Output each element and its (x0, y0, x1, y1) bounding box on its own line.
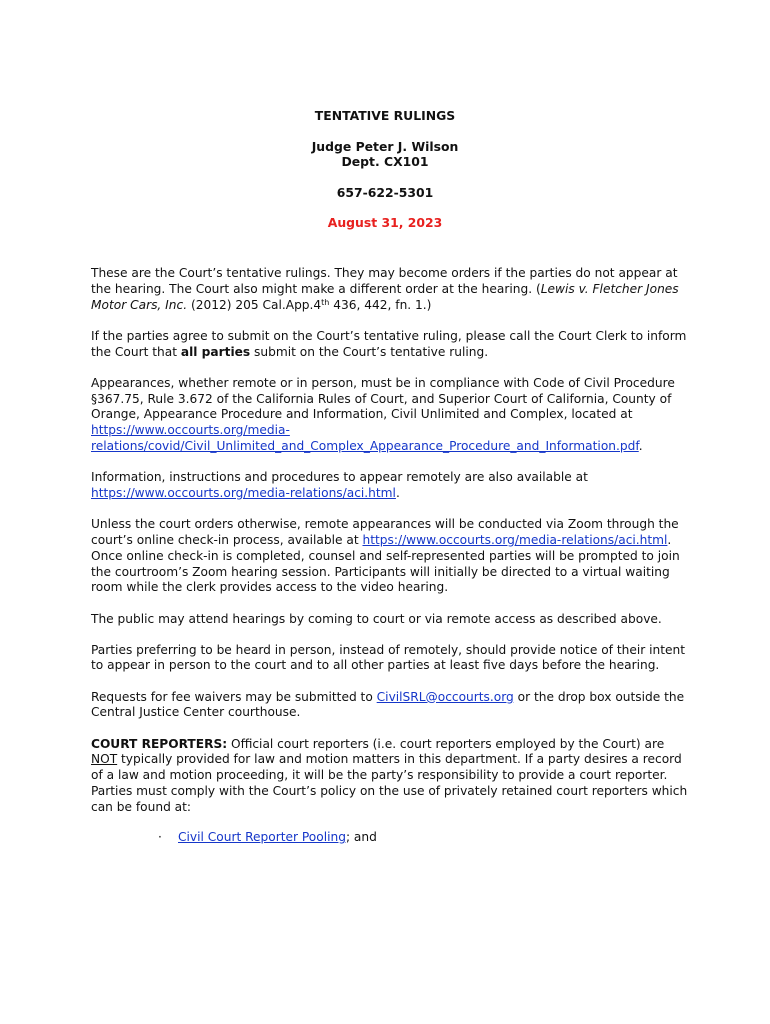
appearance-procedure-link[interactable]: https://www.occourts.org/media- relations/covid/Civil_Unlimited_and_Complex_Appearance_Procedure_and_Information.pdf (91, 423, 639, 453)
phone-number: 657-622-5301 (336, 184, 434, 200)
paragraph-in-person: Parties preferring to be heard in person, instead of remotely, should provide notice of their intent to appear in person to the court and to all other parties at least five days before the hearing. (91, 642, 686, 673)
text-span: submit on the Court’s tentative ruling. (250, 344, 489, 359)
bullet-marker: · (158, 830, 162, 845)
underlined-not: NOT (91, 752, 118, 767)
court-reporter-pooling-link[interactable]: Civil Court Reporter Pooling (178, 830, 346, 845)
bullet-item (91, 830, 689, 846)
text-span: Appearances, whether remote or in person, must be in compliance with Code of Civil Procedure §367.75, Rule 3.672 of the California Rules of Court, and Superior Court of California, County of Orange, Appearance Procedure and Information, Civil Unlimited and Complex, located at (91, 375, 675, 422)
section-heading: COURT REPORTERS: (91, 736, 228, 751)
text-span: . Once online check-in is completed, counsel and self-represented parties will be prompted to join the courtroom’s Zoom hearing session. Participants will initially be directed to a virtual waiting room while the clerk provides access to the video hearing. (91, 532, 680, 595)
paragraph-fee-waivers (91, 690, 689, 722)
aci-link[interactable]: https://www.occourts.org/media-relations/aci.html (91, 485, 396, 500)
text-span: Requests for fee waivers may be submitted to (91, 689, 377, 704)
text-span: . (638, 438, 643, 453)
paragraph-appearances (91, 376, 689, 455)
case-citation: Lewis v. Fletcher Jones Motor Cars, Inc. (91, 281, 679, 312)
text-span: typically provided for law and motion matters in this department. If a party desires a record of a law and motion proceeding, it will be the party’s responsibility to provide a court reporter. Parties must comply with the Court’s policy on the use of privately retained court reporters which can be found at: (91, 752, 688, 814)
text-span: ; and (345, 830, 377, 845)
text-span: These are the Court’s tentative rulings. They may become orders if the parties do not appear at the hearing. The Court also might make a different order at the hearing. ( (91, 266, 678, 296)
text-span: Information, instructions and procedures to appear remotely are also available at (91, 470, 588, 485)
text-span: Unless the court orders otherwise, remote appearances will be conducted via Zoom through the court’s online check-in process, available at (91, 517, 679, 547)
paragraph-intro (91, 266, 689, 313)
check-in-link[interactable]: https://www.occourts.org/media-relations/aci.html (362, 532, 668, 547)
text-span: If the parties agree to submit on the Court’s tentative ruling, please call the Court Clerk to inform the Court that (91, 328, 687, 359)
paragraph-zoom (91, 517, 689, 596)
paragraph-public: The public may attend hearings by coming to court or via remote access as described above. (91, 611, 662, 626)
paragraph-court-reporters (91, 737, 689, 816)
text-span: or the drop box outside the Central Justice Center courthouse. (91, 689, 685, 720)
bold-text: all parties (180, 344, 251, 359)
email-link[interactable]: CivilSRL@occourts.org (376, 689, 514, 704)
document-title: TENTATIVE RULINGS (314, 108, 456, 123)
text-span: . (395, 485, 400, 500)
paragraph-submit (91, 329, 689, 361)
judge-name: Judge Peter J. Wilson (311, 138, 459, 154)
ruling-date: August 31, 2023 (327, 215, 443, 231)
text-span: Official court reporters (i.e. court reporters employed by the Court) are (227, 736, 665, 751)
text-span: (2012) 205 Cal.App.4 (187, 297, 322, 312)
department: Dept. CX101 (341, 154, 429, 170)
text-span: 436, 442, fn. 1.) (329, 297, 432, 312)
paragraph-remote-info (91, 470, 689, 502)
superscript: th (321, 297, 330, 307)
document-header (0, 108, 770, 231)
document-body (91, 266, 689, 846)
